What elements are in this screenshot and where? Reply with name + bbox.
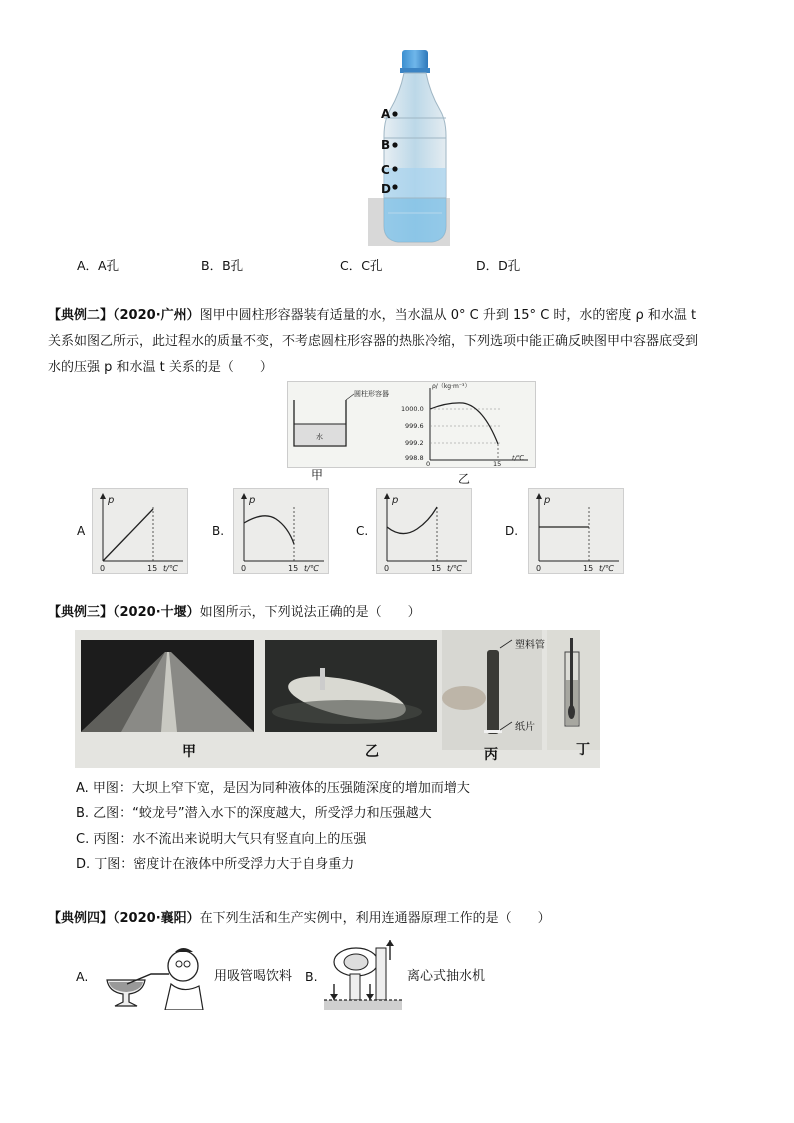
y-arrow: [536, 493, 542, 499]
y-arrow: [241, 493, 247, 499]
graph-ylabel: p: [108, 495, 115, 506]
y-arrow: [100, 493, 106, 499]
q3-photo-strip: [75, 630, 600, 768]
q1-option-c[interactable]: C．C孔: [340, 258, 383, 273]
q4-line-1: [48, 911, 551, 927]
q2-figure: [287, 381, 536, 468]
q2-source: （2020·广州）: [113, 308, 200, 323]
q1-option-d[interactable]: D．D孔: [476, 258, 521, 273]
q4-option-b-text[interactable]: 离心式抽水机: [407, 969, 486, 984]
curve-rising-line: [103, 509, 153, 561]
graph-ylabel: p: [392, 495, 399, 506]
q3-option-b[interactable]: B. 乙图：“蛟龙号”潜入水下的深度越大，所受浮力和压强越大: [76, 806, 432, 821]
q2-container-label: 圆柱形容器: [354, 390, 389, 398]
q2-line-1: [48, 308, 696, 324]
q2-option-graph-svg-2: [377, 489, 471, 573]
centrifugal-pump-figure: [324, 940, 402, 1010]
q2-stem-1: 图甲中圆柱形容器装有适量的水，当水温从 0° C 升到 15° C 时，水的密度 ρ 和水温 t: [199, 308, 697, 323]
q2-option-graph-svg-1: [234, 489, 328, 573]
bottle-label-c: C: [381, 163, 390, 177]
graph-xlabel: t/℃: [447, 564, 462, 573]
q2-figure-svg: [288, 382, 535, 467]
q2-yi-ytick-3: 999.2: [405, 439, 424, 447]
curve-hump: [244, 516, 294, 544]
photo-yi-submarine: [265, 640, 437, 732]
q2-yi-xtick-15: 15: [493, 460, 502, 467]
q2-option-graph-0[interactable]: [92, 488, 188, 574]
graph-ylabel: p: [544, 495, 551, 506]
q2-option-letter-3[interactable]: D.: [505, 524, 519, 538]
photo-label-jia: 甲: [182, 744, 196, 760]
photo-label-yi: 乙: [365, 744, 379, 760]
q3-stem: 如图所示，下列说法正确的是（ ）: [199, 605, 421, 620]
q4-option-a-letter[interactable]: A.: [76, 969, 89, 984]
graph-x0: 0: [384, 564, 390, 573]
q2-option-graph-svg-0: [93, 489, 187, 573]
graph-x15: 15: [288, 564, 299, 573]
graph-xlabel: t/℃: [304, 564, 319, 573]
photo-jia-dam: [81, 640, 254, 732]
q4-option-a-text[interactable]: 用吸管喝饮料: [214, 969, 293, 984]
q3-line-1: [48, 605, 421, 621]
q3-option-c[interactable]: C. 丙图：水不流出来说明大气只有竖直向上的压强: [76, 832, 367, 847]
q3-option-d[interactable]: D. 丁图：密度计在液体中所受浮力大于自身重力: [76, 857, 355, 872]
bottle-label-d: D: [381, 182, 391, 196]
q2-yi-ytick-2: 999.6: [405, 422, 424, 430]
straw-drinking-figure: [103, 944, 213, 1010]
q3-source: （2020·十堰）: [113, 605, 200, 620]
graph-xlabel: t/℃: [599, 564, 614, 573]
q3-option-a[interactable]: A. 甲图：大坝上窄下宽，是因为同种液体的压强随深度的增加而增大: [76, 781, 470, 796]
q2-yi-xlabel: t/℃: [512, 454, 525, 462]
q2-option-letter-1[interactable]: B.: [212, 524, 225, 538]
q2-caption-yi: 乙: [458, 472, 471, 486]
q2-stem-3: 水的压强 p 和水温 t 关系的是（ ）: [48, 360, 273, 375]
graph-x0: 0: [100, 564, 106, 573]
y-arrow: [384, 493, 390, 499]
q2-tag: 【典例二】: [48, 308, 114, 323]
q2-option-graph-2[interactable]: [376, 488, 472, 574]
q1-option-b[interactable]: B．B孔: [201, 258, 244, 273]
q2-yi-xtick-0: 0: [426, 460, 431, 467]
q4-option-b-letter[interactable]: B.: [305, 969, 318, 984]
q2-option-graph-svg-3: [529, 489, 623, 573]
graph-x15: 15: [583, 564, 594, 573]
q3-tag: 【典例三】: [48, 605, 114, 620]
q2-option-letter-2[interactable]: C.: [356, 524, 369, 538]
q2-option-graph-3[interactable]: [528, 488, 624, 574]
q2-option-letter-0[interactable]: A: [77, 524, 86, 538]
q4-tag: 【典例四】: [48, 911, 114, 926]
graph-ylabel: p: [249, 495, 256, 506]
q1-option-a[interactable]: A．A孔: [77, 258, 120, 273]
graph-x0: 0: [241, 564, 247, 573]
q4-source: （2020·襄阳）: [113, 911, 200, 926]
q4-stem: 在下列生活和生产实例中，利用连通器原理工作的是（ ）: [199, 911, 551, 926]
q2-option-graph-1[interactable]: [233, 488, 329, 574]
graph-x15: 15: [147, 564, 158, 573]
bottle-label-b: B: [381, 138, 391, 152]
q2-caption-jia: 甲: [311, 468, 324, 482]
q2-yi-ytick-1: 1000.0: [401, 405, 424, 413]
paper-label: 纸片: [515, 722, 535, 733]
graph-xlabel: t/℃: [163, 564, 178, 573]
graph-x0: 0: [536, 564, 542, 573]
tube-label: 塑料管: [515, 640, 545, 651]
q2-stem-2: 关系如图乙所示，此过程水的质量不变，不考虑圆柱形容器的热胀冷缩，下列选项中能正确反映图甲中容器底受到: [48, 334, 699, 349]
photo-label-ding: 丁: [576, 742, 590, 758]
photo-ding-hydrometer: [547, 630, 600, 750]
q2-yi-ylabel: ρ/（kg·m⁻³）: [432, 383, 471, 390]
curve-dip: [387, 507, 437, 534]
q2-water-label: 水: [316, 433, 323, 441]
graph-x15: 15: [431, 564, 442, 573]
bottle-label-a: A: [381, 107, 391, 121]
q2-yi-ytick-4: 998.8: [405, 454, 424, 462]
photo-label-bing: 丙: [484, 747, 498, 763]
